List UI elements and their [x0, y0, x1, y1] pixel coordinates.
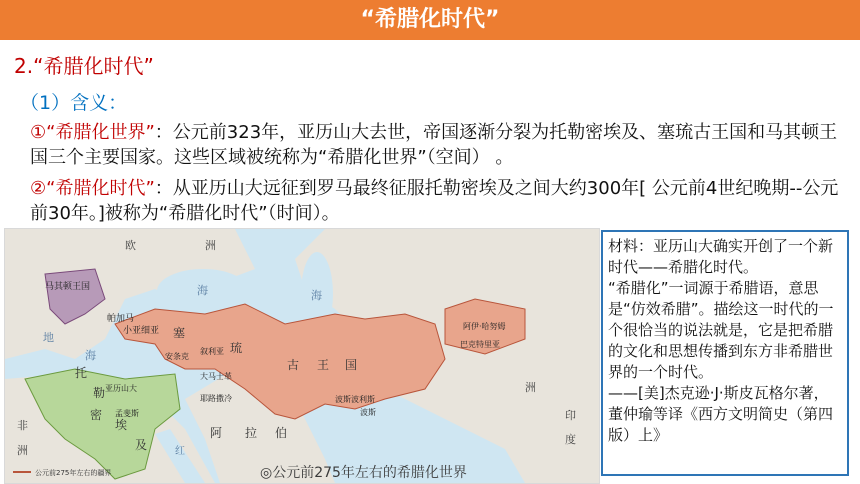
label-arabia-1: 阿	[210, 426, 223, 440]
map-legend-text: 公元前275年左右的疆界	[35, 469, 112, 477]
label-ai-khanoum: 阿伊·哈努姆	[463, 322, 506, 331]
hellenistic-world-map	[4, 228, 600, 484]
quote-source: ——[美]杰克逊·J·斯皮瓦格尔著，董仲瑜等译《西方文明简史（第四版）上》	[608, 384, 834, 444]
page-title-bar	[0, 0, 860, 40]
label-seleucid-2: 琉	[230, 341, 243, 355]
label-caspian: 海	[311, 289, 322, 302]
label-seleucid-1: 塞	[173, 326, 186, 340]
quote-line-1: 材料：亚历山大确实开创了一个新时代——希腊化时代。	[608, 237, 834, 276]
label-asia-minor: 小亚细亚	[123, 326, 160, 336]
label-africa-1: 非	[17, 419, 28, 432]
label-mediterranean-1: 地	[43, 331, 54, 344]
definition-2-term: “希腊化时代”	[46, 178, 155, 199]
label-arabia-2: 拉	[245, 426, 258, 440]
section-subheading: （1）含义：	[20, 92, 128, 114]
label-arabia-3: 伯	[275, 426, 288, 440]
definition-1-text: ：公元前323年，亚历山大去世，帝国逐渐分裂为托勒密埃及、塞琉古王国和马其顿王国三个主要国家。这些区域被统称为“希腊化世界”（空间） 。	[30, 122, 838, 168]
label-memphis: 孟斐斯	[115, 409, 139, 418]
definition-2	[30, 176, 850, 226]
definition-1	[30, 120, 850, 170]
label-seleucid-3: 古	[287, 358, 300, 372]
label-black-sea: 海	[197, 284, 208, 297]
label-ptolemy-4: 埃	[115, 418, 128, 432]
label-bactria: 巴克特里亚	[460, 340, 500, 349]
definition-1-term: “希腊化世界”	[46, 122, 155, 143]
label-india-2: 度	[565, 433, 576, 446]
label-alexandria: 亚历山大	[105, 384, 137, 393]
page-title: “希腊化时代”	[360, 7, 500, 32]
label-mediterranean-2: 海	[85, 349, 96, 362]
label-ptolemy-5: 及	[135, 438, 148, 452]
definition-2-marker: ②	[30, 178, 47, 199]
label-red-sea: 红	[175, 446, 185, 457]
label-persia: 波斯	[360, 408, 376, 417]
label-ptolemy-2: 勒	[93, 386, 106, 400]
label-macedonia: 马其顿王国	[45, 282, 91, 292]
label-asia: 洲	[525, 381, 536, 394]
label-seleucid-4: 王	[317, 358, 330, 372]
quote-line-2: “希腊化”一词源于希腊语，意思是“仿效希腊”。描绘这一时代的一个很恰当的说法就是，它是把希腊的文化和思想传播到东方非希腊世界的一个时代。	[608, 279, 834, 381]
label-seleucid-5: 国	[345, 358, 358, 372]
label-antioch: 安条克	[165, 352, 189, 361]
label-ptolemy-1: 托	[75, 366, 88, 380]
label-europe: 欧	[125, 239, 136, 252]
definition-2-text: ：从亚历山大远征到罗马最终征服托勒密埃及之间大约300年[ 公元前4世纪晚期--公元前30年。]被称为“希腊化时代”（时间）。	[30, 178, 839, 224]
label-jerusalem: 耶路撒冷	[200, 394, 232, 403]
section-heading: 2.“希腊化时代”	[14, 54, 154, 78]
definition-1-marker: ①	[30, 122, 47, 143]
label-zhou1: 洲	[205, 239, 216, 252]
label-ptolemy-3: 密	[90, 408, 103, 422]
label-africa-2: 洲	[17, 444, 28, 457]
label-persepolis: 波斯波利斯	[335, 395, 375, 404]
label-syria: 叙利亚	[200, 347, 224, 356]
label-india-1: 印	[565, 409, 576, 422]
label-damascus: 大马士革	[200, 372, 232, 381]
quote-box	[601, 230, 849, 476]
map-caption: ◎公元前275年左右的希腊化世界	[260, 465, 467, 481]
label-pergamon: 帕加马	[107, 314, 135, 324]
